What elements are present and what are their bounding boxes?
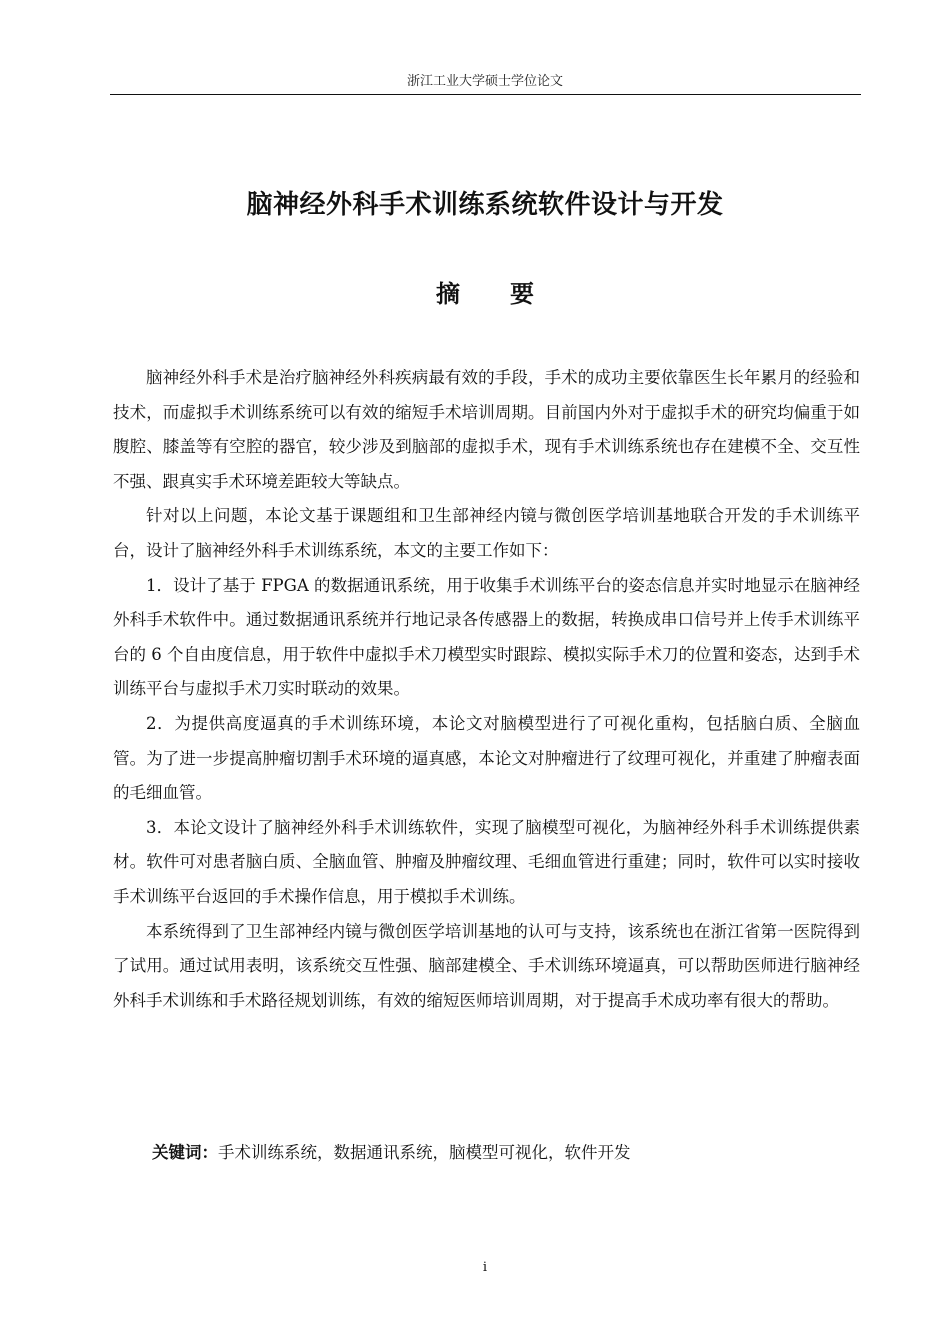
header-rule bbox=[110, 94, 861, 95]
abstract-paragraph-2: 针对以上问题，本论文基于课题组和卫生部神经内镜与微创医学培训基地联合开发的手术训练平台，设计了脑神经外科手术训练系统，本文的主要工作如下： bbox=[113, 506, 860, 560]
abstract-heading: 摘要 bbox=[436, 280, 584, 308]
keywords-label: 关键词： bbox=[152, 1143, 218, 1162]
abstract-body bbox=[113, 361, 860, 1018]
thesis-title: 脑神经外科手术训练系统软件设计与开发 bbox=[246, 190, 724, 220]
keywords-line bbox=[152, 1138, 860, 1168]
abstract-paragraph-5: 3．本论文设计了脑神经外科手术训练软件，实现了脑模型可视化，为脑神经外科手术训练提供素材。软件可对患者脑白质、全脑血管、肿瘤及肿瘤纹理、毛细血管进行重建；同时，软件可以实时接收手术训练平台返回的手术操作信息，用于模拟手术训练。 bbox=[113, 817, 860, 906]
abstract-paragraph-4: 2．为提供高度逼真的手术训练环境，本论文对脑模型进行了可视化重构，包括脑白质、全脑血管。为了进一步提高肿瘤切割手术环境的逼真感，本论文对肿瘤进行了纹理可视化，并重建了肿瘤表面的毛细血管。 bbox=[113, 713, 860, 803]
abstract-paragraph-1: 脑神经外科手术是治疗脑神经外科疾病最有效的手段，手术的成功主要依靠医生长年累月的经验和技术，而虚拟手术训练系统可以有效的缩短手术培训周期。目前国内外对于虚拟手术的研究均偏重于如腹腔、膝盖等有空腔的器官，较少涉及到脑部的虚拟手术，现有手术训练系统也存在建模不全、交互性不强、跟真实手术环境差距较大等缺点。 bbox=[113, 368, 860, 491]
abstract-paragraph-3: 1．设计了基于 FPGA 的数据通讯系统，用于收集手术训练平台的姿态信息并实时地显示在脑神经外科手术软件中。通过数据通讯系统并行地记录各传感器上的数据，转换成串口信号并上传手术训练平台的 6 个自由度信息，用于软件中虚拟手术刀模型实时跟踪、模拟实际手术刀的位置和姿态，达到手术训练平台与虚拟手术刀实时联动的效果。 bbox=[113, 575, 860, 699]
page-number: i bbox=[482, 1260, 488, 1275]
abstract-paragraph-6: 本系统得到了卫生部神经内镜与微创医学培训基地的认可与支持，该系统也在浙江省第一医院得到了试用。通过试用表明，该系统交互性强、脑部建模全、手术训练环境逼真，可以帮助医师进行脑神经外科手术训练和手术路径规划训练，有效的缩短医师培训周期，对于提高手术成功率有很大的帮助。 bbox=[113, 921, 860, 1010]
running-header: 浙江工业大学硕士学位论文 bbox=[406, 74, 563, 89]
keywords-text: 手术训练系统，数据通讯系统，脑模型可视化，软件开发 bbox=[218, 1143, 631, 1162]
